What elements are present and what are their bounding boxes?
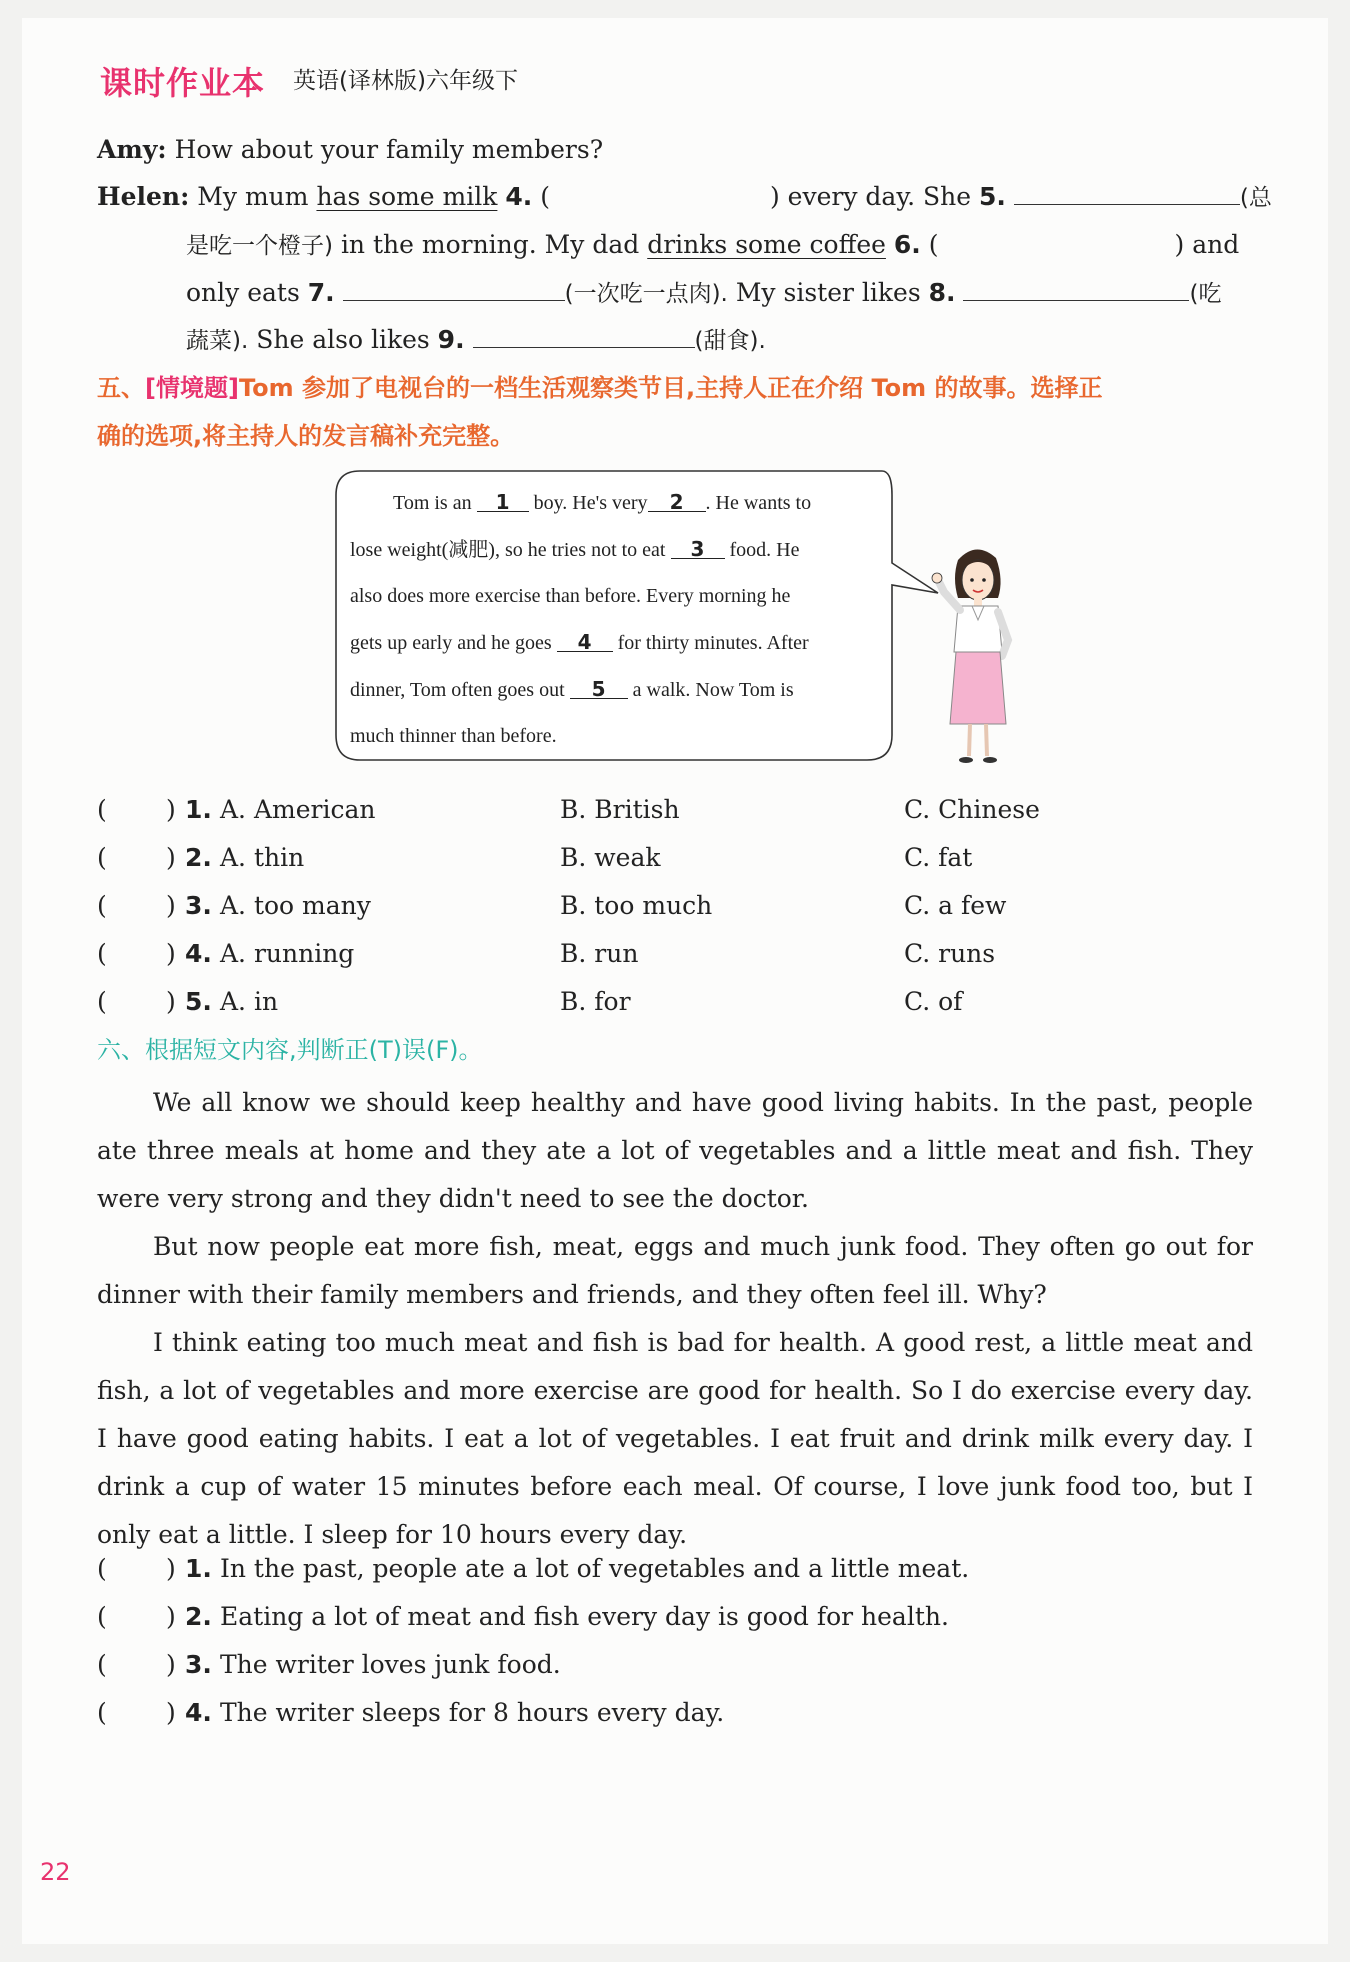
question-number: 4. xyxy=(185,939,212,968)
answer-paren-open[interactable]: ( xyxy=(97,1698,107,1727)
section5-title-line2: 确的选项,将主持人的发言稿补充完整。 xyxy=(97,422,515,450)
page-number: 22 xyxy=(40,1858,71,1886)
question-text: In the past, people ate a lot of vegetables and a little meat. xyxy=(220,1554,970,1583)
header-subtitle: 英语(译林版)六年级下 xyxy=(293,68,518,94)
underlined-phrase: has some milk xyxy=(316,182,498,211)
question-number: 3. xyxy=(185,1650,212,1679)
text-segment: She also likes xyxy=(256,325,430,354)
bubble-blank-2[interactable]: 2 xyxy=(648,489,706,512)
presenter-illustration xyxy=(918,540,1028,770)
hint-cn: (吃 xyxy=(1189,281,1222,307)
bubble-text: Tom is an xyxy=(393,492,472,514)
question-text: The writer loves junk food. xyxy=(220,1650,561,1679)
question-number: 5. xyxy=(979,182,1006,211)
option-b: B. British xyxy=(560,795,680,824)
question-number: 6. xyxy=(893,230,921,259)
bubble-line-5 xyxy=(350,676,794,703)
option-c: C. Chinese xyxy=(904,795,1040,824)
paren-open: ( xyxy=(928,230,939,259)
section6-title: 六、根据短文内容,判断正(T)误(F)。 xyxy=(97,1036,483,1064)
answer-paren-close: ) xyxy=(166,1650,176,1679)
option-b: B. for xyxy=(560,987,631,1016)
option-c: C. fat xyxy=(904,843,973,872)
question-number: 1. xyxy=(185,1554,212,1583)
text-segment: My mum xyxy=(197,182,309,211)
option-a: A. thin xyxy=(220,843,305,872)
bubble-text: boy. He's very xyxy=(533,492,648,514)
answer-paren-open[interactable]: ( xyxy=(97,891,107,920)
underlined-phrase: drinks some coffee xyxy=(647,230,886,259)
option-a: A. in xyxy=(220,987,279,1016)
option-b: B. too much xyxy=(560,891,713,920)
answer-paren-open[interactable]: ( xyxy=(97,939,107,968)
bubble-line-4 xyxy=(350,629,809,656)
option-b: B. weak xyxy=(560,843,661,872)
text-segment: ) every day. She xyxy=(769,182,972,211)
bubble-line-2 xyxy=(350,536,799,563)
text-segment: My sister likes xyxy=(735,278,921,307)
text-segment: in the morning. My dad xyxy=(340,230,640,259)
answer-paren-open[interactable]: ( xyxy=(97,795,107,824)
paren-open: ( xyxy=(540,182,550,211)
option-a: A. too many xyxy=(220,891,371,920)
bubble-text: dinner, Tom often goes out xyxy=(350,679,565,701)
bubble-blank-3[interactable]: 3 xyxy=(671,536,725,559)
passage-paragraph-2: But now people eat more fish, meat, eggs and much junk food. They often go out for dinner with their family members and friends, and they often feel ill. Why? xyxy=(97,1232,1253,1309)
bubble-text: gets up early and he goes xyxy=(350,632,552,654)
bubble-text: lose weight(减肥), so he tries not to eat xyxy=(350,539,666,561)
text-segment: only eats xyxy=(186,278,300,307)
bubble-line-1 xyxy=(393,489,811,516)
section5-instruction: Tom 参加了电视台的一档生活观察类节目,主持人正在介绍 Tom 的故事。选择正 xyxy=(238,374,1103,402)
answer-blank[interactable] xyxy=(473,325,695,348)
answer-paren-close: ) xyxy=(166,795,176,824)
bubble-blank-5[interactable]: 5 xyxy=(570,676,628,699)
question-number: 4. xyxy=(185,1698,212,1727)
question-number: 3. xyxy=(185,891,212,920)
option-a: A. American xyxy=(220,795,376,824)
question-number: 1. xyxy=(185,795,212,824)
bubble-text: . He wants to xyxy=(705,492,812,514)
answer-blank[interactable] xyxy=(1014,182,1240,205)
option-c: C. a few xyxy=(904,891,1007,920)
answer-paren-close: ) xyxy=(166,1554,176,1583)
hint-cn: (甜食). xyxy=(694,328,766,354)
answer-paren-open[interactable]: ( xyxy=(97,1554,107,1583)
answer-paren-open[interactable]: ( xyxy=(97,1650,107,1679)
answer-paren-close: ) xyxy=(166,1698,176,1727)
answer-paren-open[interactable]: ( xyxy=(97,843,107,872)
speaker-helen: Helen: xyxy=(97,182,190,211)
dialogue-helen-line2 xyxy=(186,229,1239,262)
dialogue-helen-line4 xyxy=(186,324,766,357)
bubble-blank-1[interactable]: 1 xyxy=(477,489,529,512)
answer-paren-open[interactable]: ( xyxy=(97,1602,107,1631)
question-number: 2. xyxy=(185,1602,212,1631)
dialogue-helen-line3 xyxy=(186,277,1221,310)
question-number: 8. xyxy=(928,278,956,307)
option-b: B. run xyxy=(560,939,639,968)
option-c: C. of xyxy=(904,987,963,1016)
header-brand: 课时作业本 xyxy=(100,64,266,102)
answer-paren-close: ) xyxy=(166,1602,176,1631)
question-number: 7. xyxy=(307,278,335,307)
option-c: C. runs xyxy=(904,939,996,968)
passage-paragraph-3: I think eating too much meat and fish is bad for health. A good rest, a little meat and fish, a lot of vegetables and more exercise are good for health. So I do exercise every day. I have good eating habits. I eat a lot of vegetables. I eat fruit and drink milk every day. I drink a cup of water 15 minutes before each meal. Of course, I love junk food too, but I only eat a little. I sleep for 10 hours every day. xyxy=(97,1328,1253,1549)
hint-cn: (一次吃一点肉). xyxy=(564,281,728,307)
answer-blank[interactable] xyxy=(963,278,1189,301)
question-text: Eating a lot of meat and fish every day is good for health. xyxy=(220,1602,949,1631)
bubble-line-3: also does more exercise than before. Every morning he xyxy=(350,585,791,607)
hint-cn: 蔬菜). xyxy=(186,328,249,354)
question-number: 4. xyxy=(505,182,533,211)
speaker-amy: Amy: xyxy=(97,135,167,164)
section5-prefix: 五、 xyxy=(97,374,145,402)
dialogue-amy xyxy=(97,134,603,166)
answer-paren-open[interactable]: ( xyxy=(97,987,107,1016)
bubble-text: food. He xyxy=(729,539,800,561)
bubble-text: for thirty minutes. After xyxy=(617,632,809,654)
answer-paren-close: ) xyxy=(166,843,176,872)
amy-line: How about your family members? xyxy=(174,135,604,164)
passage-paragraph-1: We all know we should keep healthy and have good living habits. In the past, people ate three meals at home and they ate a lot of vegetables and a little meat and fish. They were very strong and they didn't need to see the doctor. xyxy=(97,1088,1253,1213)
question-number: 5. xyxy=(185,987,212,1016)
hint-cn: (总 xyxy=(1239,185,1272,211)
hint-cn: 是吃一个橙子) xyxy=(186,233,333,259)
dialogue-helen-line1 xyxy=(97,181,1272,214)
question-text: The writer sleeps for 8 hours every day. xyxy=(220,1698,725,1727)
text-segment: ) and xyxy=(1174,230,1240,259)
question-number: 2. xyxy=(185,843,212,872)
answer-blank[interactable] xyxy=(343,278,565,301)
question-number: 9. xyxy=(437,325,465,354)
bubble-line-6: much thinner than before. xyxy=(350,725,557,747)
section5-title-line1 xyxy=(97,372,1102,404)
bubble-text: a walk. Now Tom is xyxy=(632,679,794,701)
option-a: A. running xyxy=(220,939,355,968)
answer-paren-close: ) xyxy=(166,891,176,920)
answer-paren-close: ) xyxy=(166,987,176,1016)
answer-paren-close: ) xyxy=(166,939,176,968)
bubble-blank-4[interactable]: 4 xyxy=(557,629,613,652)
section5-tag: [情境题] xyxy=(145,374,239,402)
